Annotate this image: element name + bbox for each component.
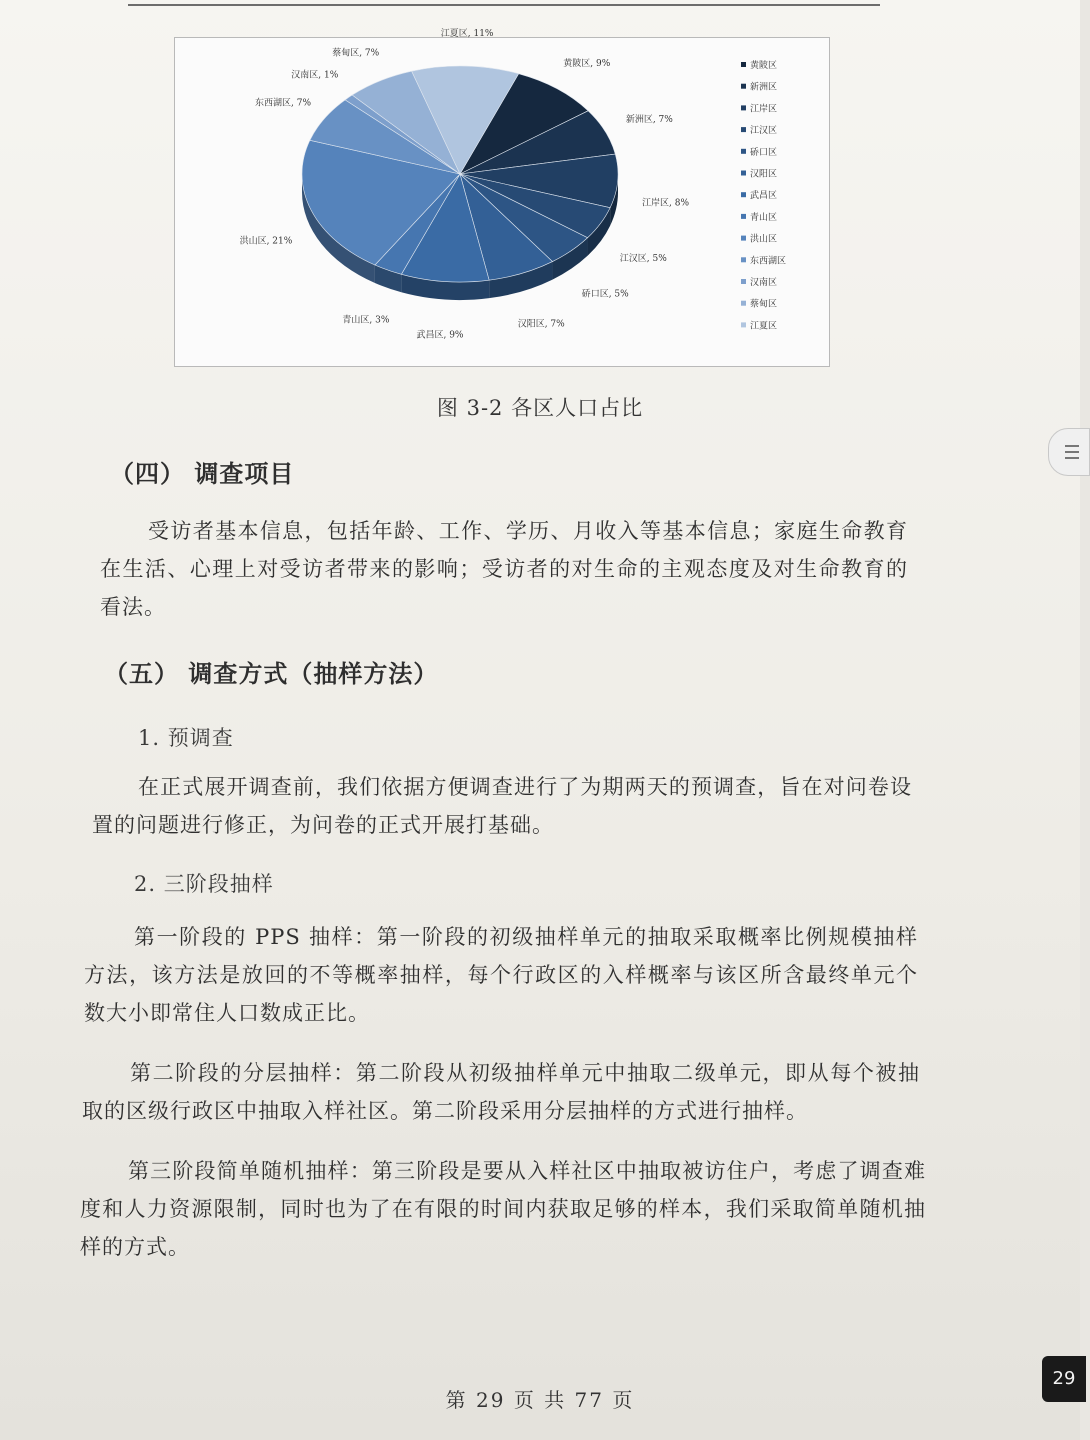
stage-two-paragraph: 第二阶段的分层抽样：第二阶段从初级抽样单元中抽取二级单元，即从每个被抽取的区级行政区中抽取入样社区。第二阶段采用分层抽样的方式进行抽样。: [82, 1061, 920, 1123]
legend-label-7: 青山区: [750, 212, 778, 223]
stage-three-paragraph: 第三阶段简单随机抽样：第三阶段是要从入样社区中抽取被访住户，考虑了调查难度和人力资源限制，同时也为了在有限的时间内获取足够的样本，我们采取简单随机抽样的方式。: [80, 1159, 926, 1259]
subheading-three-stage: 2. 三阶段抽样: [134, 872, 274, 896]
legend-swatch-2: [741, 105, 746, 110]
pie-label-12: 江夏区, 11%: [440, 29, 494, 40]
menu-lines-icon[interactable]: [1048, 428, 1090, 476]
legend-swatch-12: [741, 322, 746, 327]
section-heading-5: （五） 调查方式（抽样方法）: [104, 660, 439, 688]
subheading-pre-survey: 1. 预调查: [138, 726, 234, 750]
section-heading-4: （四） 调查项目: [110, 460, 295, 488]
pie-label-9: 东西湖区, 7%: [255, 98, 312, 109]
pie-label-6: 武昌区, 9%: [416, 330, 464, 341]
top-rule: [128, 4, 880, 6]
legend-swatch-3: [741, 127, 746, 132]
legend-swatch-4: [741, 149, 746, 154]
pie-chart-svg: [175, 29, 829, 366]
legend-swatch-0: [741, 62, 746, 67]
legend-label-3: 江汉区: [750, 126, 778, 137]
legend-label-10: 汉南区: [750, 278, 778, 288]
legend-label-6: 武昌区: [750, 191, 778, 202]
pie-label-0: 黄陂区, 9%: [563, 59, 611, 70]
pie-label-10: 汉南区, 1%: [291, 70, 339, 81]
pre-survey-paragraph: 在正式展开调查前，我们依据方便调查进行了为期两天的预调查，旨在对问卷设置的问题进行修正，为问卷的正式开展打基础。: [92, 775, 912, 837]
pie-label-5: 汉阳区, 7%: [517, 319, 565, 330]
legend-label-1: 新洲区: [750, 82, 778, 93]
legend-label-2: 江岸区: [750, 104, 778, 115]
page-badge: 29: [1042, 1356, 1086, 1402]
legend-swatch-7: [741, 214, 746, 219]
pie-label-11: 蔡甸区, 7%: [332, 48, 380, 59]
pie-label-2: 江岸区, 8%: [642, 198, 690, 209]
pie-label-8: 洪山区, 21%: [239, 236, 293, 247]
stage-one-paragraph: 第一阶段的 PPS 抽样：第一阶段的初级抽样单元的抽取采取概率比例规模抽样方法，该方法是放回的不等概率抽样，每个行政区的入样概率与该区所含最终单元个数大小即常住人口数成正比。: [84, 925, 918, 1025]
legend-swatch-11: [741, 301, 746, 306]
pie-label-7: 青山区, 3%: [342, 315, 390, 326]
legend-swatch-9: [741, 257, 746, 262]
pie-label-4: 硚口区, 5%: [581, 289, 629, 300]
legend-swatch-1: [741, 84, 746, 89]
legend-label-5: 汉阳区: [750, 169, 778, 180]
pie-label-3: 江汉区, 5%: [619, 253, 667, 264]
legend-swatch-5: [741, 171, 746, 176]
legend-swatch-8: [741, 236, 746, 241]
survey-items-paragraph: 受访者基本信息，包括年龄、工作、学历、月收入等基本信息；家庭生命教育在生活、心理上对受访者带来的影响；受访者的对生命的主观态度及对生命教育的看法。: [100, 519, 908, 619]
legend-label-8: 洪山区: [750, 234, 778, 245]
legend-swatch-6: [741, 192, 746, 197]
legend-label-11: 蔡甸区: [750, 299, 778, 310]
page-number: 第 29 页 共 77 页: [445, 1388, 635, 1412]
pie-label-1: 新洲区, 7%: [625, 115, 673, 126]
figure-caption: 图 3-2 各区人口占比: [436, 396, 644, 420]
legend-label-0: 黄陂区: [750, 61, 778, 71]
legend-label-9: 东西湖区: [750, 256, 787, 267]
pie-chart: [174, 29, 830, 367]
legend-label-4: 硚口区: [750, 147, 778, 158]
legend-swatch-10: [741, 279, 746, 284]
legend-label-12: 江夏区: [750, 321, 778, 332]
